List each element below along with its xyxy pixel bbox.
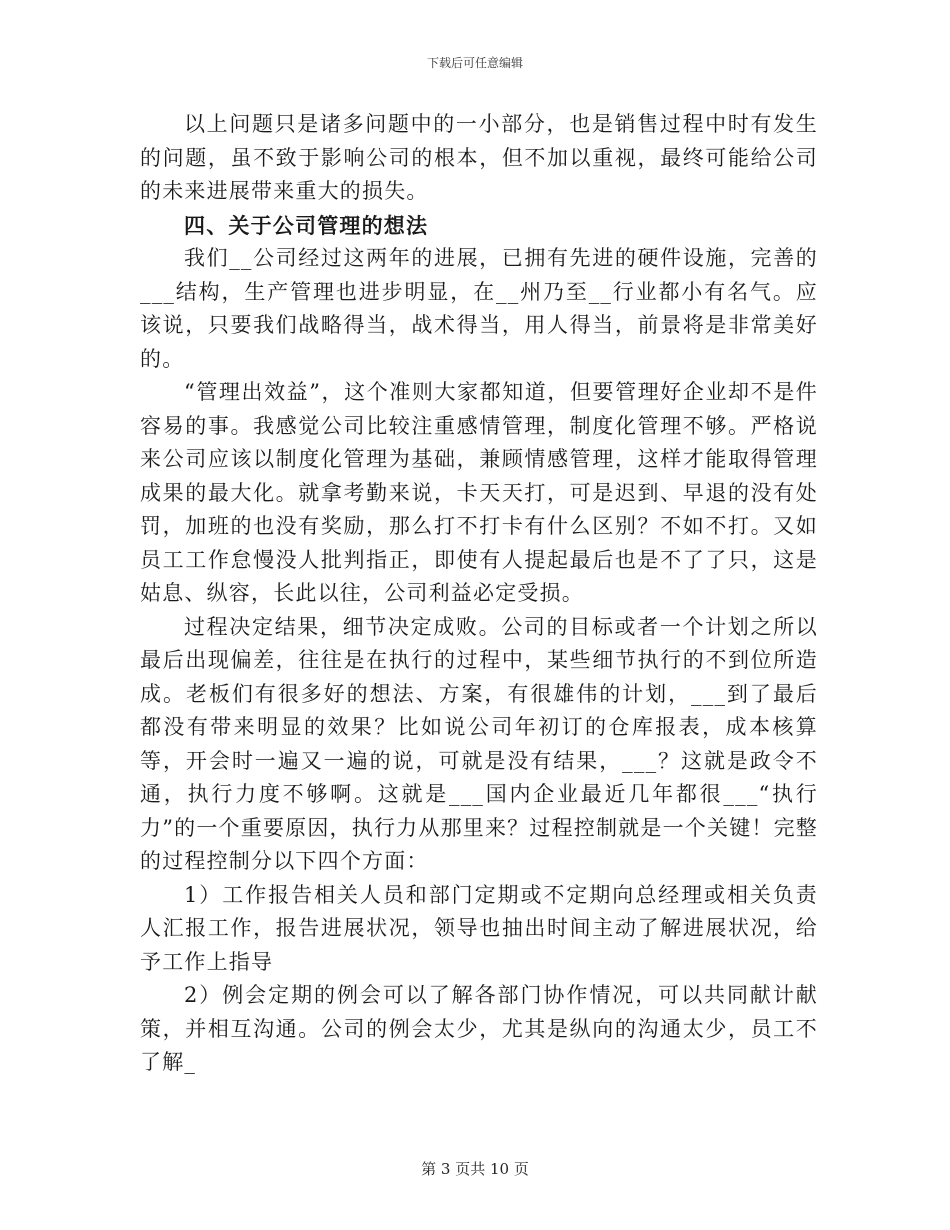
page-footer: 第 3 页共 10 页	[421, 1160, 529, 1178]
paragraph-process-control: 过程决定结果，细节决定成败。公司的目标或者一个计划之所以最后出现偏差，往往是在执行的过程中，某些细节执行的不到位所造成。老板们有很多好的想法、方案，有很雄伟的计划，___到了最后都没有带来明显的效果？比如说公司年初订的仓库报表，成本核算等，开会时一遍又一遍的说，可就是没有结果，___？这就是政令不通，执行力度不够啊。这就是___国内企业最近几年都很___“执行力”的一个重要原因，执行力从那里来？过程控制就是一个关键！完整的过程控制分以下四个方面：	[140, 614, 818, 873]
paragraph-management-efficiency: “管理出效益”，这个准则大家都知道，但要管理好企业却不是件容易的事。我感觉公司比较注重感情管理，制度化管理不够。严格说来公司应该以制度化管理为基础，兼顾情感管理，这样才能取得管理成果的最大化。就拿考勤来说，卡天天打，可是迟到、早退的没有处罚，加班的也没有奖励，那么打不打卡有什么区别？不如不打。又如员工工作怠慢没人批判指正，即使有人提起最后也是不了了只，这是姑息、纵容，长此以往，公司利益必定受损。	[140, 380, 818, 605]
page-header: 下载后可任意编辑	[426, 56, 523, 70]
document-body	[140, 108, 818, 1080]
paragraph-summary: 以上问题只是诸多问题中的一小部分，也是销售过程中时有发生的问题，虽不致于影响公司的根本，但不加以重视，最终可能给公司的未来进展带来重大的损失。	[140, 112, 818, 203]
list-item-regular-meeting: 2）例会定期的例会可以了解各部门协作情况，可以共同献计献策，并相互沟通。公司的例会太少，尤其是纵向的沟通太少，员工不了解_	[140, 983, 818, 1074]
list-item-work-report: 1）工作报告相关人员和部门定期或不定期向总经理或相关负责人汇报工作，报告进展状况，领导也抽出时间主动了解进展状况，给予工作上指导	[140, 882, 818, 974]
section-heading-management: 四、关于公司管理的想法	[184, 212, 429, 238]
paragraph-company-progress: 我们__公司经过这两年的进展，已拥有先进的硬件设施，完善的___结构，生产管理也进步明显，在__州乃至__行业都小有名气。应该说，只要我们战略得当，战术得当，用人得当，前景将是非常美好的。	[140, 246, 818, 371]
